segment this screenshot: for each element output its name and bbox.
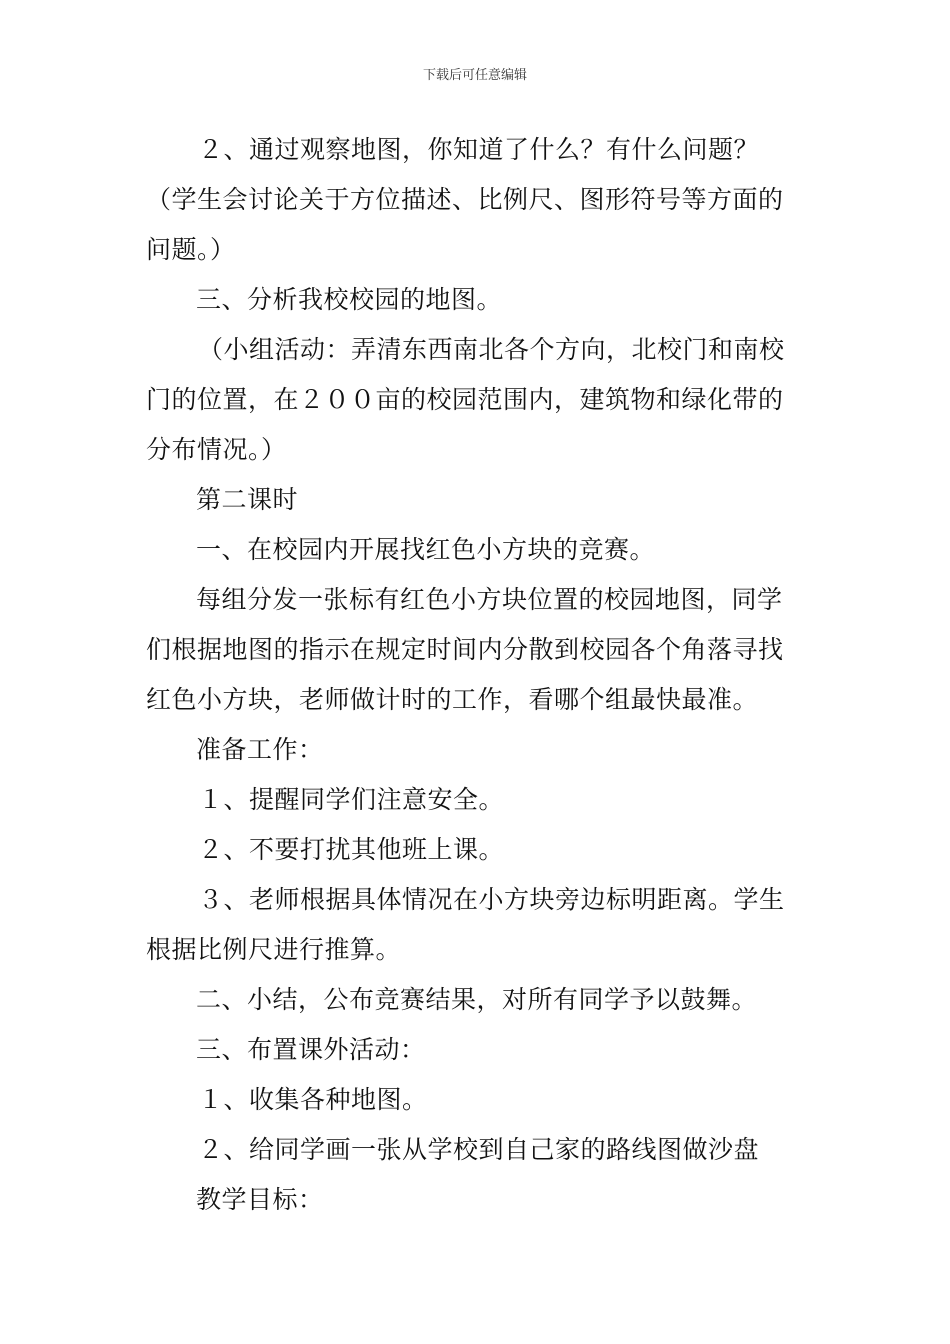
paragraph-line: （学生会讨论关于方位描述、比例尺、图形符号等方面的	[146, 185, 784, 214]
list-item: １、提醒同学们注意安全。	[198, 785, 505, 814]
section-heading: 二、小结，公布竞赛结果，对所有同学予以鼓舞。	[196, 985, 758, 1014]
list-item: ３、老师根据具体情况在小方块旁边标明距离。学生	[198, 885, 785, 914]
section-heading: 一、在校园内开展找红色小方块的竞赛。	[196, 535, 656, 564]
section-heading: 第二课时	[196, 485, 299, 514]
paragraph-line: 们根据地图的指示在规定时间内分散到校园各个角落寻找	[146, 635, 784, 664]
paragraph-line: 问题。）	[146, 235, 236, 264]
list-item: ２、给同学画一张从学校到自己家的路线图做沙盘	[198, 1135, 760, 1164]
list-item: ２、不要打扰其他班上课。	[198, 835, 505, 864]
paragraph-line: 根据比例尺进行推算。	[146, 935, 402, 964]
paragraph-line: 每组分发一张标有红色小方块位置的校园地图，同学	[196, 585, 783, 614]
header-note: 下载后可任意编辑	[422, 68, 527, 83]
section-heading: 三、布置课外活动：	[196, 1035, 426, 1064]
list-item: １、收集各种地图。	[198, 1085, 428, 1114]
section-heading: 三、分析我校校园的地图。	[196, 285, 503, 314]
paragraph-line: 分布情况。）	[146, 435, 287, 464]
section-heading: 教学目标：	[196, 1185, 324, 1214]
paragraph-line: （小组活动：弄清东西南北各个方向，北校门和南校	[198, 335, 785, 364]
paragraph-line: 红色小方块，老师做计时的工作，看哪个组最快最准。	[146, 685, 759, 714]
section-heading: 准备工作：	[196, 735, 324, 764]
paragraph-line: 门的位置，在２００亩的校园范围内，建筑物和绿化带的	[146, 385, 784, 414]
paragraph-line: ２、通过观察地图，你知道了什么？有什么问题？	[198, 135, 760, 164]
